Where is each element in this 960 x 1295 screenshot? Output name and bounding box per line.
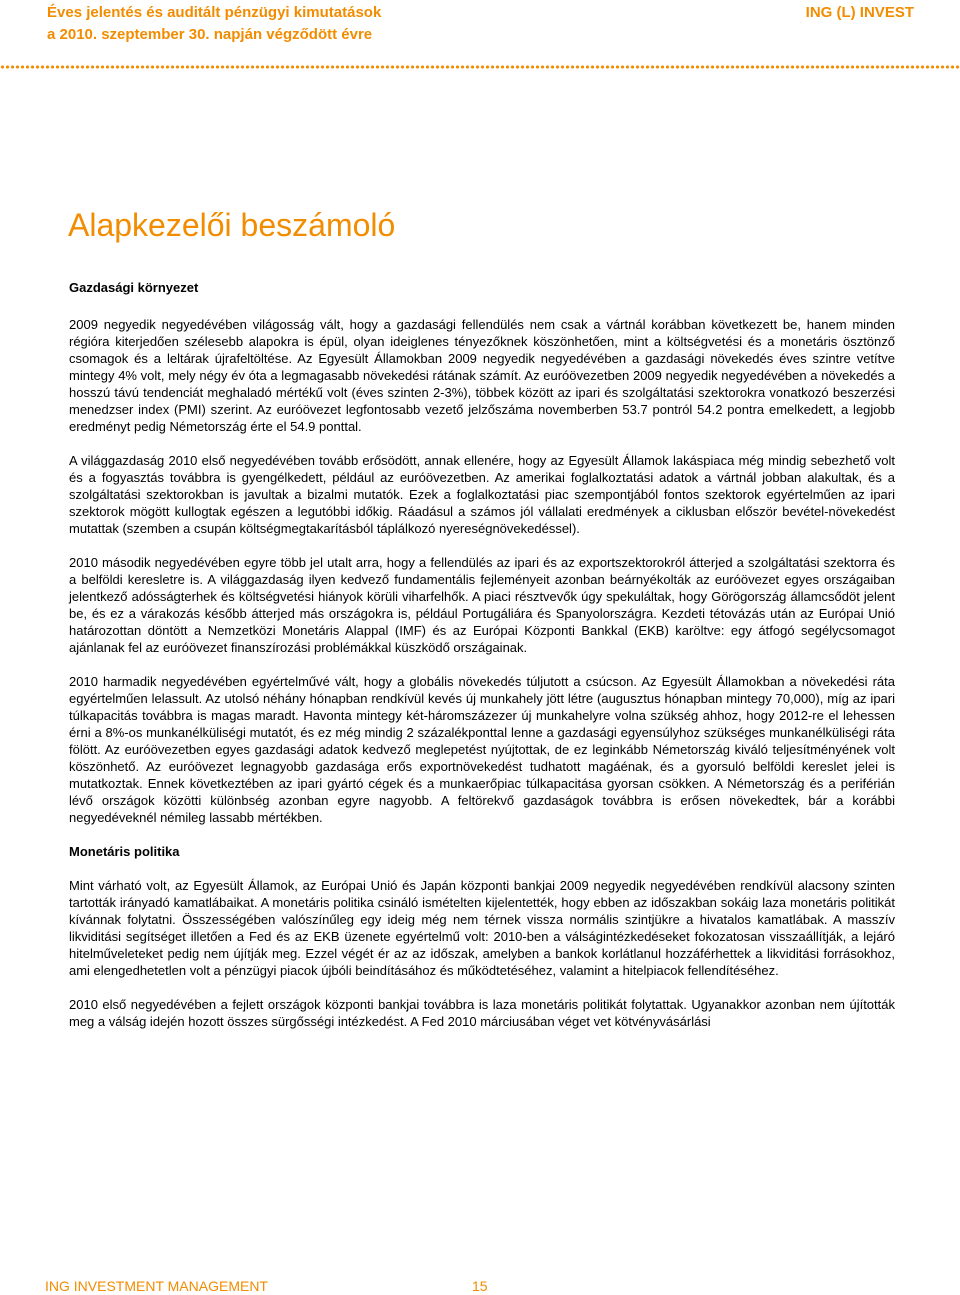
section-heading-economy: Gazdasági környezet [69,280,199,295]
section-heading-monetary: Monetáris politika [69,844,180,859]
paragraph: 2010 harmadik negyedévében egyértelművé vált, hogy a globális növekedés túljutott a csúcson. Az Egyesült Államokban a növekedési ráta egyértelműen lelassult. Az utolsó néhány hónapban rendkívül kevés új munkahely jött létre (augusztus hónapban mintegy 70,000), míg az ipari túlkapacitás továbbra is magas maradt. Havonta mintegy két-háromszázezer új munkahelyre volna szükség ahhoz, hogy 2012-re el lehessen érni a 8%-os munkanélküliségi mutatót, és ez még mindig 2 százalékponttal lenne a gazdasági egyensúlyhoz szükséges munkanélküliségi ráta fölött. Az euróövezetben egyes gazdasági adatok kedvező meglepetést nyújtottak, de ez leginkább Németország kiváló teljesítményének volt köszönhető. Az euróövezet legnagyobb gazdasága erős exportnövekedést tudhatott magáénak, és a gyorsuló belföldi kereslet jelei is mutatkoztak. Ennek következtében az ipari gyártó cégek és a munkaerőpiac túlkapacitása gyorsan csökken. A Németország és a periférián lévő országok közötti különbség azonban egyre nagyobb. A feltörekvő gazdaságok továbbra is erősen növekedtek, bár a korábbi negyedéveknél némileg lassabb mértékben. [69,674,895,825]
paragraph: 2010 első negyedévében a fejlett országok központi bankjai továbbra is laza monetáris politikát folytattak. Ugyanakkor azonban nem újították meg a válság idején hozott összes sürgősségi intézkedést. A Fed 2010 márciusában véget vet kötvényvásárlási [69,997,895,1029]
paragraph: 2010 második negyedévében egyre több jel utalt arra, hogy a fellendülés az ipari és az exportszektorokról átterjed a szolgáltatási szektorra és a belföldi keresletre is. A világgazdaság ilyen kedvező fundamentális fejleményeit azonban beárnyékolták az euróövezet egyes országaiban jelentkező adósságterhek és költségvetési hiányok körüli viharfelhők. A piaci résztvevők úgy spekuláltak, hogy Görögország államcsődöt jelent be, és ez a várakozás később átterjed más országokra is, például Portugáliára és Spanyolországra. Kezdeti tétovázás után az Európai Unió határozottan döntött a Nemzetközi Monetáris Alappal (IMF) és az Európai Központi Bankkal (EKB) karöltve: egy átfogó segélycsomagot ajánlanak fel az euróövezet finanszírozási problémákkal küszködő országainak. [69,555,895,655]
page-title: Alapkezelői beszámoló [68,207,396,243]
fund-name: ING (L) INVEST [805,4,914,21]
paragraph: Mint várható volt, az Egyesült Államok, az Európai Unió és Japán központi bankjai 2009 negyedik negyedévében rendkívül alacsony szinten tartották irányadó kamatlábaikat. A monetáris politika csináló ismételten kijelentették, hogy ebben az időszakban sokáig laza monetáris politikát kívánnak folytatni. Összességében valószínűleg egy ideig még nem térnek vissza normális szintjükre a hivatalos kamatlábak. A masszív likviditási segítséget illetően a Fed és az EKB üzenete egyértelmű volt: 2010-ben a válságintézkedéseket fokozatosan visszaállítják, a lejáró hitelműveleteket pedig nem újítják meg. Ezzel végét ér az az időszak, amelyben a bankok korlátlanul hozzáférhettek a likviditási forrásokhoz, ami elengedhetetlen volt a pénzügyi piacok újbóli beindításához és működtetéséhez, valamint a hitelpiacok fellendítéséhez. [69,878,895,978]
paragraph: 2009 negyedik negyedévében világosság vált, hogy a gazdasági fellendülés nem csak a vártnál korábban következett be, hanem minden régióra kiterjedően szélesebb alapokra is épül, olyan ideiglenes tényezőknek köszönhetően, mint a költségvetési és a monetáris ösztönző csomagok és a leltárak újrafeltöltése. Az Egyesült Államokban 2009 negyedik negyedévében a gazdasági növekedés éves szintre vetítve mintegy 4% volt, mely négy év óta a legmagasabb növekedési rátának számít. Az euróövezetben 2009 negyedik negyedévében a növekedés a hosszú távú tendenciát meghaladó mértékű volt (éves szinten 2-3%), többek között az ipari és szolgáltatási szektorokra vonatkozó beszerzési menedzser index (PMI) szerint. Az euróövezet legfontosabb vezető jelzőszáma novemberben 53.7 pontról 54.2 pontra emelkedett, a legjobb eredményt pedig Németország érte el 54.9 ponttal. [69,317,895,434]
dotted-divider [0,64,960,70]
paragraph: A világgazdaság 2010 első negyedévében tovább erősödött, annak ellenére, hogy az Egyesült Államok lakáspiaca még mindig sebezhető volt és a fogyasztás továbbra is gyengélkedett, például az euróövezetben. Az amerikai foglalkoztatási adatok a vártnál jobban alakultak, és a szolgáltatási szektorokban is javultak a bizalmi mutatók. Ezek a foglalkoztatási piac szempontjából fontos szektorok egyértelműen az ipari szektorok mögött kullogtak egészen a legutóbbi időkig. Ráadásul a számos jól vállalati eredmények a ciklusban először bevétel-növekedést mutattak (szemben a csupán költségmegtakarításból táplálkozó nyereségnövekedéssel). [69,453,895,536]
report-title-line: Éves jelentés és auditált pénzügyi kimutatások [47,4,382,21]
footer-company: ING INVESTMENT MANAGEMENT [45,1278,268,1294]
report-header [47,2,567,46]
page-number: 15 [472,1278,488,1294]
report-body [69,279,895,1047]
report-period-line: a 2010. szeptember 30. napján végződött évre [47,26,373,43]
